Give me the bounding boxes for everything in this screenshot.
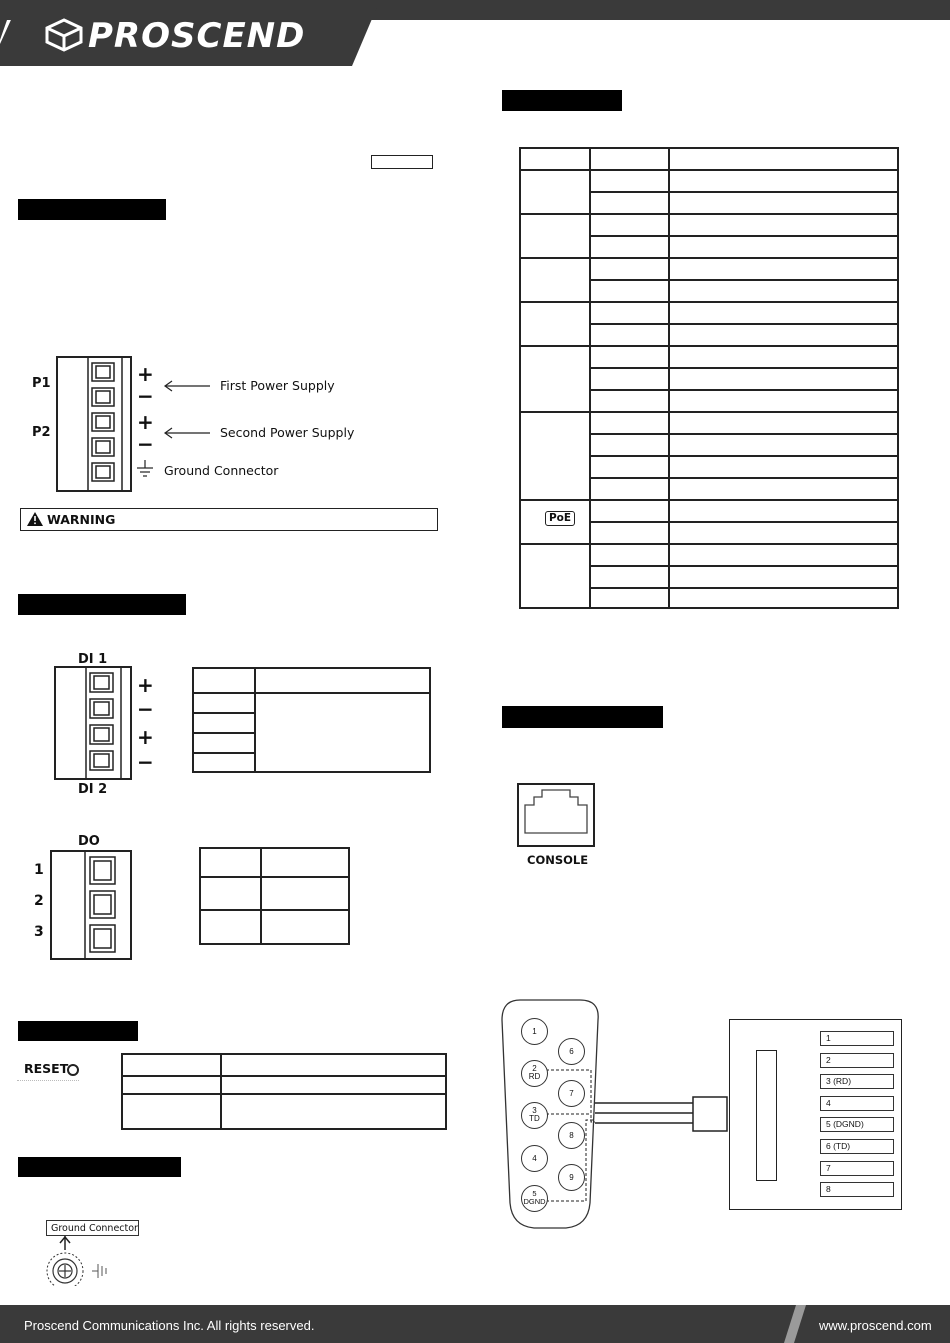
second-power-supply-label: Second Power Supply (220, 425, 355, 440)
reset-table (121, 1053, 447, 1130)
di1-label: DI 1 (78, 652, 108, 667)
ground-connector-tag: Ground Connector (46, 1220, 139, 1236)
rj45-pin-label: 4 (820, 1096, 894, 1111)
rj45-pin-label: 1 (820, 1031, 894, 1046)
power-minus-2: − (137, 432, 154, 456)
proscend-logo-icon (44, 18, 84, 52)
console-label: CONSOLE (527, 853, 589, 867)
di-table (192, 667, 431, 773)
arrow-left-icon (162, 380, 212, 392)
warning-triangle-icon (27, 512, 43, 526)
db9-pin (521, 1145, 548, 1172)
db9-pin-number: 7 (569, 1089, 574, 1098)
console-cable (595, 1095, 735, 1135)
rj45-port-icon (517, 783, 595, 847)
db9-pin-number: 5 (532, 1189, 537, 1198)
db9-pin-number: 1 (532, 1027, 537, 1036)
rj45-pin-label: 8 (820, 1182, 894, 1197)
section-bar-console (502, 706, 663, 728)
di-minus-2: − (137, 750, 154, 774)
do-pin-2: 2 (34, 893, 44, 909)
db9-pin (521, 1102, 548, 1129)
db9-pin-number: 2 (532, 1064, 537, 1073)
rj45-pin-label: 6 (TD) (820, 1139, 894, 1154)
section-bar-reset (18, 1021, 138, 1041)
rj45-pin-label: 3 (RD) (820, 1074, 894, 1089)
section-bar-power (18, 199, 166, 220)
rj45-pin-label: 2 (820, 1053, 894, 1068)
p1-label: P1 (32, 376, 51, 391)
reset-button-icon (66, 1063, 80, 1077)
arrow-left-icon (162, 427, 212, 439)
power-minus-1: − (137, 384, 154, 408)
first-power-supply-label: First Power Supply (220, 378, 335, 393)
do-pin-3: 3 (34, 924, 44, 940)
db9-pin-number: 8 (569, 1131, 574, 1140)
led-table (519, 147, 899, 609)
di2-label: DI 2 (78, 782, 108, 797)
small-box (371, 155, 433, 169)
db9-pin-signal: RD (528, 1072, 541, 1081)
footer-website-link[interactable]: www.proscend.com (819, 1318, 932, 1333)
do-terminal-block (50, 850, 132, 960)
brand-name: PROSCEND (88, 16, 306, 56)
do-table (199, 847, 350, 945)
rj45-pin-label: 7 (820, 1161, 894, 1176)
ground-screw-icon (40, 1236, 120, 1286)
rj45-pin-label: 5 (DGND) (820, 1117, 894, 1132)
footer-divider-slash (784, 1305, 814, 1343)
do-label: DO (78, 834, 100, 849)
di-plus-1: + (137, 673, 154, 697)
section-bar-led (502, 90, 622, 111)
footer-copyright: Proscend Communications Inc. All rights reserved. (24, 1318, 315, 1333)
power-plus-1: + (137, 362, 154, 386)
db9-pin-signal: DGND (523, 1197, 546, 1206)
p2-label: P2 (32, 425, 51, 440)
di-terminal-block (54, 666, 132, 780)
warning-label: WARNING (47, 512, 116, 527)
power-plus-2: + (137, 410, 154, 434)
reset-label: RESET (24, 1061, 69, 1076)
db9-pin-number: 3 (532, 1106, 537, 1115)
db9-pin (521, 1185, 548, 1212)
ground-symbol-icon (136, 460, 154, 480)
db9-pins (500, 998, 610, 1233)
db9-pin-number: 6 (569, 1047, 574, 1056)
poe-icon: PoE (545, 511, 575, 526)
power-terminal-block (56, 356, 132, 492)
db9-pin-number: 9 (569, 1173, 574, 1182)
di-minus-1: − (137, 697, 154, 721)
db9-pin-number: 4 (532, 1154, 537, 1163)
db9-pin (558, 1122, 585, 1149)
db9-pin (558, 1164, 585, 1191)
ground-connector-label: Ground Connector (164, 463, 279, 478)
rj45-pin-list (820, 1031, 894, 1197)
rj45-plug-body (756, 1050, 777, 1181)
section-bar-grounding (18, 1157, 181, 1177)
section-bar-dio (18, 594, 186, 615)
db9-pin (558, 1080, 585, 1107)
db9-pin-signal: TD (529, 1114, 540, 1123)
db9-pin (521, 1060, 548, 1087)
db9-pin (558, 1038, 585, 1065)
do-pin-1: 1 (34, 862, 44, 878)
db9-pin (521, 1018, 548, 1045)
di-plus-2: + (137, 725, 154, 749)
